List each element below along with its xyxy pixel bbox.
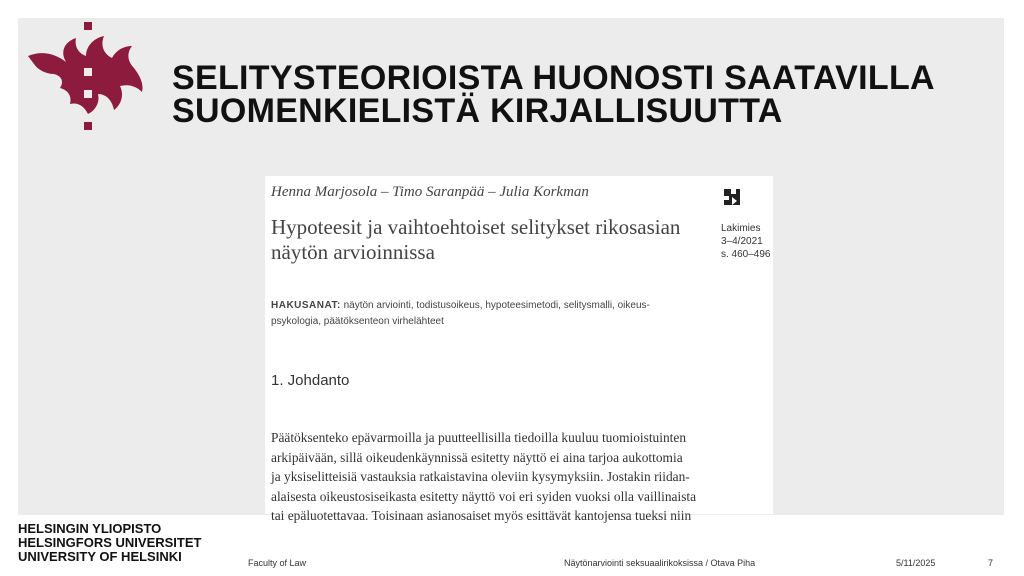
journal-name: Lakimies <box>721 223 761 234</box>
footer-page-number: 7 <box>988 558 994 568</box>
keywords-line-1: näytön arviointi, todistusoikeus, hypoteesimetodi, selitysmalli, oikeus- <box>343 300 650 311</box>
article-title-line-2: näytön arvioinnissa <box>271 240 435 264</box>
body-line: Päätöksenteko epävarmoilla ja puutteellisilla tiedoilla kuuluu tuomioistuinten <box>271 430 687 445</box>
footer-presentation-title: Näytönarviointi seksuaalirikoksissa / Otava Piha <box>564 558 756 568</box>
keywords-line-2: psykologia, päätöksenteon virhelähteet <box>271 316 444 327</box>
footer-faculty: Faculty of Law <box>248 558 307 568</box>
slide-title-line-1: SELITYSTEORIOISTA HUONOSTI SAATAVILLA <box>172 59 935 97</box>
university-name <box>18 522 201 564</box>
body-line: tai epäluotettavaa. Toisinaan asianosaiset myös esittävät kantojensa tueksi niin <box>271 508 692 524</box>
body-line: alaisesta oikeustosiseikasta esitetty näyttö voi eri syiden vuoksi olla vaillinaista <box>271 488 697 504</box>
section-heading: 1. Johdanto <box>271 372 350 389</box>
publisher-logo-icon <box>721 186 743 208</box>
journal-info <box>721 222 771 261</box>
slide-title <box>172 59 992 130</box>
article-title <box>271 215 701 265</box>
article-excerpt <box>265 176 773 524</box>
journal-issue: 3–4/2021 <box>721 236 763 247</box>
keywords-label: HAKUSANAT: <box>271 300 341 311</box>
article-authors: Henna Marjosola – Timo Saranpää – Julia Korkman <box>271 184 589 200</box>
article-body <box>271 428 723 526</box>
university-name-en: UNIVERSITY OF HELSINKI <box>18 549 182 564</box>
article-title-line-1: Hypoteesit ja vaihtoehtoiset selitykset rikosasian <box>271 215 681 239</box>
footer-date: 5/11/2025 <box>896 558 936 568</box>
body-line: ja yksiselitteisiä vastauksia ratkaistavina oleviin kysymyksiin. Jostakin riidan- <box>271 469 690 485</box>
flame-logo-icon <box>24 20 146 132</box>
journal-pages: s. 460–496 <box>721 249 771 260</box>
university-name-sv: HELSINGFORS UNIVERSITET <box>18 535 202 550</box>
university-name-fi: HELSINGIN YLIOPISTO <box>18 521 162 536</box>
article-keywords <box>271 298 721 330</box>
slide-title-line-2: SUOMENKIELISTÄ KIRJALLISUUTTA <box>172 92 783 130</box>
body-line: arkipäivään, sillä oikeudenkäynnissä esitetty näyttö ei aina tarjoa aukottomia <box>271 449 683 465</box>
